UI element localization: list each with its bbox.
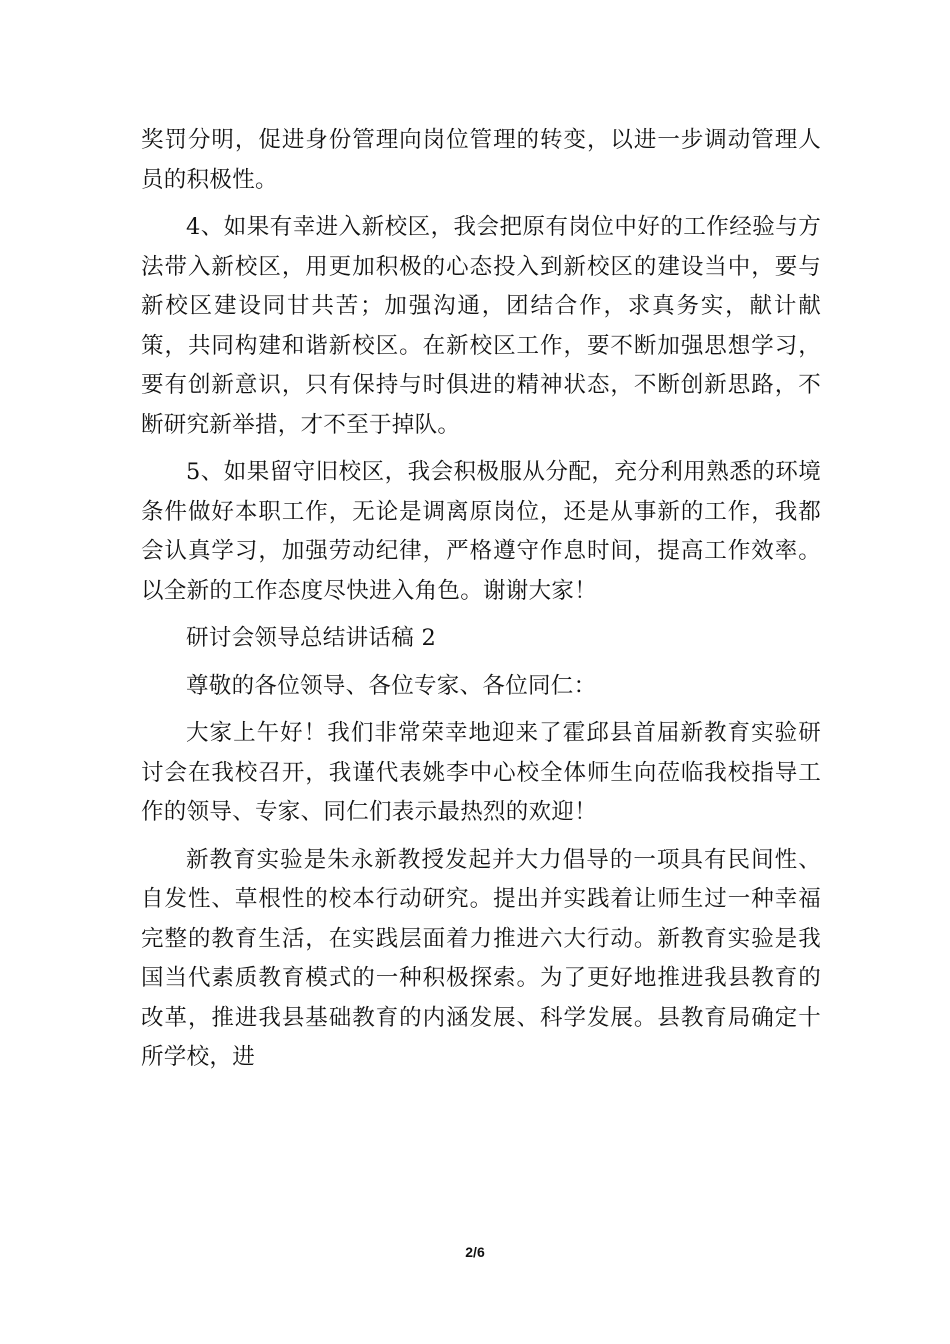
section-heading: 研讨会领导总结讲话稿 2 (186, 625, 437, 651)
salutation: 尊敬的各位领导、各位专家、各位同仁： (186, 672, 597, 699)
paragraph-welcome: 大家上午好！我们非常荣幸地迎来了霍邱县首届新教育实验研讨会在我校召开，我谨代表姚李中心校全体师生向莅临我校指导工作的领导、专家、同仁们表示最热烈的欢迎！ (141, 720, 821, 825)
document-body (141, 121, 821, 1078)
paragraph-continuation: 奖罚分明，促进身份管理向岗位管理的转变，以进一步调动管理人员的积极性。 (141, 127, 821, 193)
paragraph-new-education: 新教育实验是朱永新教授发起并大力倡导的一项具有民间性、自发性、草根性的校本行动研究。提出并实践着让师生过一种幸福完整的教育生活，在实践层面着力推进六大行动。新教育实验是我国当代素质教育模式的一种积极探索。为了更好地推进我县教育的改革，推进我县基础教育的内涵发展、科学发展。县教育局确定十所学校，进 (141, 846, 821, 1070)
paragraph-item-5: 5、如果留守旧校区，我会积极服从分配，充分利用熟悉的环境条件做好本职工作，无论是调离原岗位，还是从事新的工作，我都会认真学习，加强劳动纪律，严格遵守作息时间，提高工作效率。以全新的工作态度尽快进入角色。谢谢大家！ (141, 459, 821, 604)
page-number: 2/6 (465, 1244, 485, 1260)
paragraph-item-4: 4、如果有幸进入新校区，我会把原有岗位中好的工作经验与方法带入新校区，用更加积极的心态投入到新校区的建设当中，要与新校区建设同甘共苦；加强沟通，团结合作，求真务实，献计献策，共同构建和谐新校区。在新校区工作，要不断加强思想学习，要有创新意识，只有保持与时俱进的精神状态，不断创新思路，不断研究新举措，才不至于掉队。 (141, 214, 821, 438)
